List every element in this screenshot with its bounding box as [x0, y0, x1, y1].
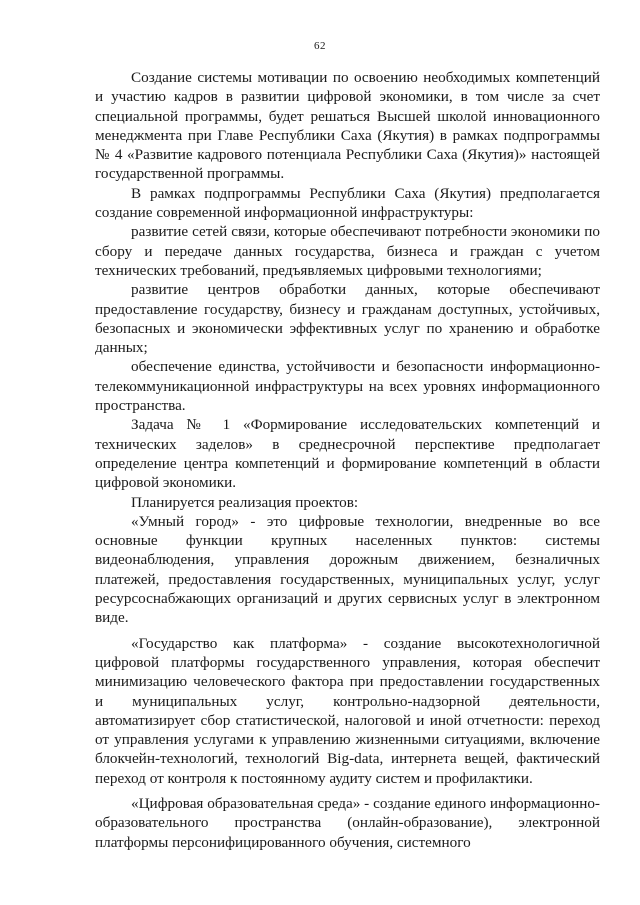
paragraph-data-centers: развитие центров обработки данных, которые обеспечивают предоставление государству, бизнесу и гражданам доступных, устойчивых, безопасных и экономически эффективных услуг по хранению и обработке данных;: [95, 281, 600, 357]
paragraph-task-1: Задача № 1 «Формирование исследовательских компетенций и технических заделов» в среднесрочной перспективе предполагает определение центра компетенций и формирование компетенций в области цифровой экономики.: [95, 416, 600, 492]
paragraph-infrastructure-intro: В рамках подпрограммы Республики Саха (Якутия) предполагается создание современной информационной инфраструктуры:: [95, 184, 600, 222]
paragraph-digital-education: «Цифровая образовательная среда» - создание единого информационно-образовательного пространства (онлайн-образование), электронной платформы персонифицированного обучения, системного: [95, 794, 600, 851]
paragraph-infrastructure-security: обеспечение единства, устойчивости и безопасности информационно-телекоммуникационной инфраструктуры на всех уровнях информационного пространства.: [95, 358, 600, 415]
paragraph-motivation: Создание системы мотивации по освоению необходимых компетенций и участию кадров в развитии цифровой экономики, в том числе за счет специальной программы, будет решаться Высшей школой инновационного менеджмента при Главе Республики Саха (Якутия) в рамках подпрограммы № 4 «Развитие кадрового потенциала Республики Саха (Якутия)» настоящей государственной программы.: [95, 69, 600, 183]
paragraph-projects-intro: Планируется реализация проектов:: [131, 493, 359, 511]
paragraph-state-as-platform: «Государство как платформа» - создание высокотехнологичной цифровой платформы государственного управления, которая обеспечит минимизацию человеческого фактора при предоставлении государственных и муниципальных услуг, контрольно-надзорной деятельности, автоматизирует сбор статистической, налоговой и иной отчетности: переход от управления услугами к управлению жизненными ситуациями, включение блокчейн-технологий, технологий Big-data, интернета вещей, фактический переход от контроля к постоянному аудиту систем и профилактики.: [95, 634, 600, 787]
paragraph-communication-networks: развитие сетей связи, которые обеспечивают потребности экономики по сбору и передаче данных государства, бизнеса и граждан с учетом технических требований, предъявляемых цифровыми технологиями;: [95, 223, 600, 279]
document-body: [95, 68, 600, 852]
paragraph-smart-city: «Умный город» - это цифровые технологии, внедренные во все основные функции крупных населенных пунктов: системы видеонаблюдения, управления дорожным движением, безналичных платежей, предоставления государственных, муниципальных услуг, услуг ресурсоснабжающих организаций и других сервисных услуг в электронном виде.: [95, 512, 600, 627]
page-number: 62: [314, 40, 326, 52]
